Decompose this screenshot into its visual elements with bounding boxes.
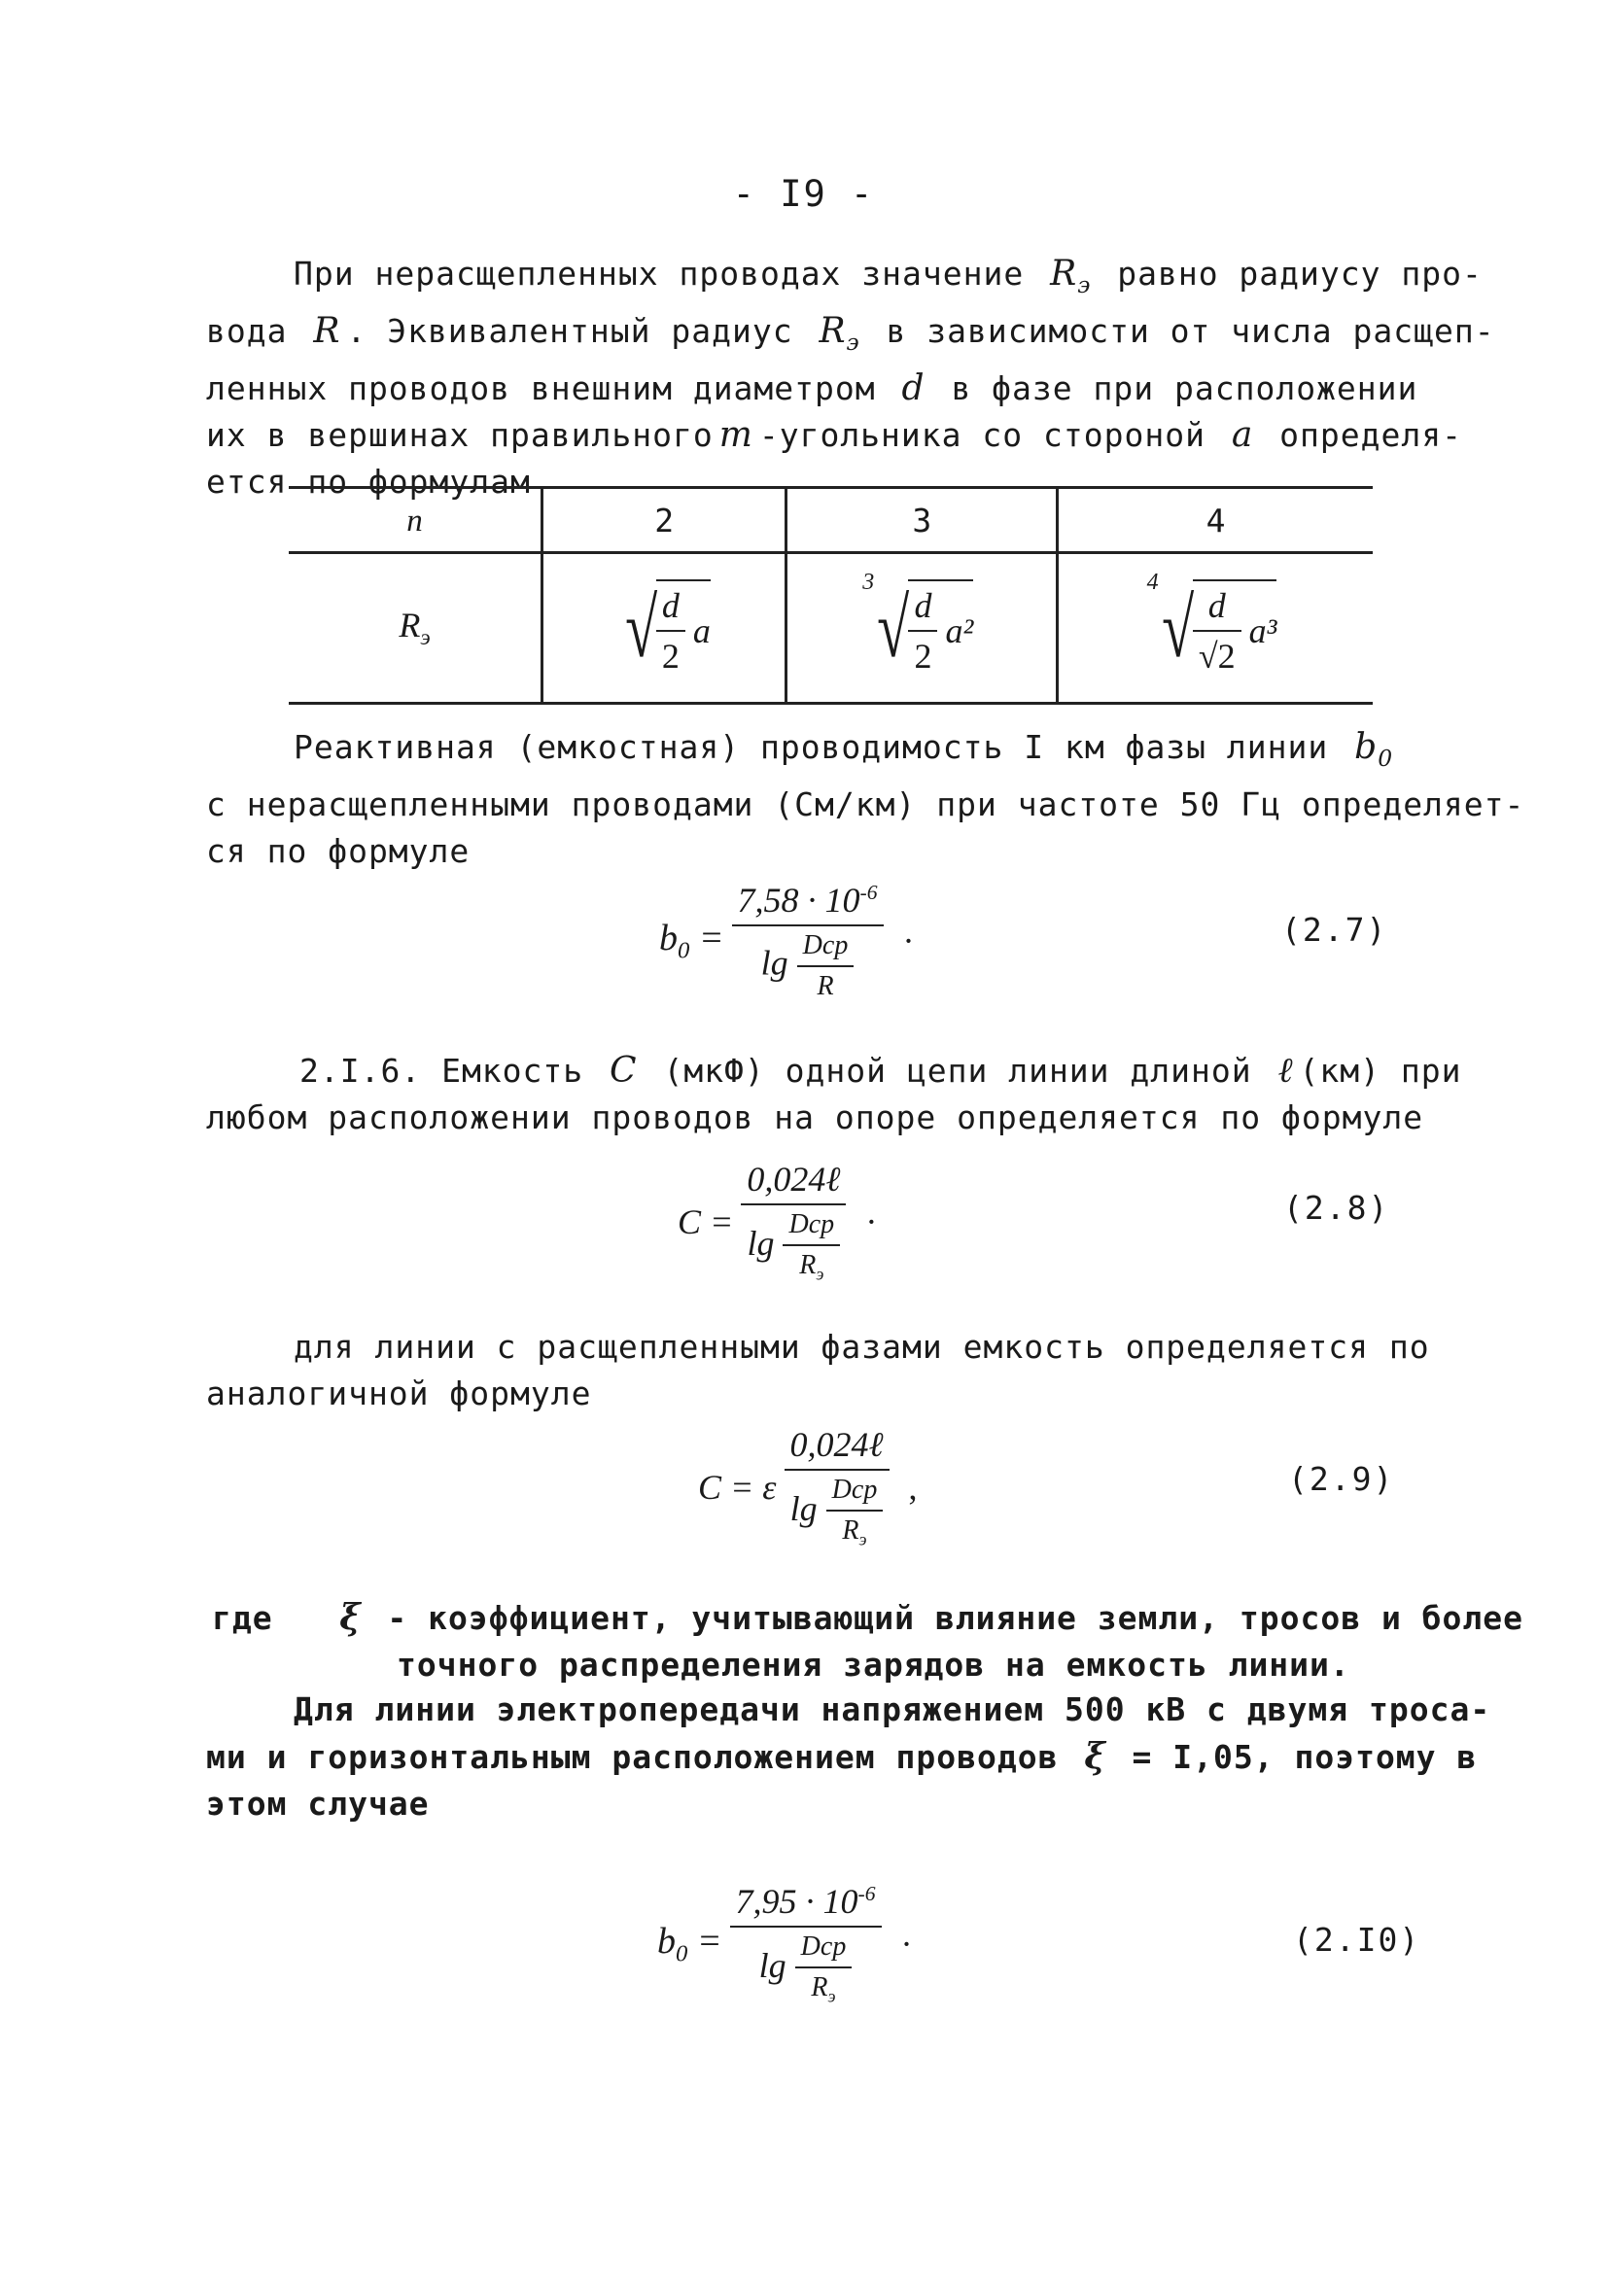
500kv-paragraph — [206, 1687, 1491, 1827]
intro-line-5: ется по формулам — [206, 463, 531, 502]
p2-line-3: ся по формуле — [206, 832, 471, 871]
p2-line-1: Реактивная (емкостная) проводимость I км фазы линии $b_0$ — [294, 727, 1394, 773]
page-number: - I9 - — [732, 173, 875, 215]
p3-line-1: 2.I.6. Емкость C (мкФ) одной цепи линии длиной ℓ (км) при — [299, 1051, 1462, 1091]
intro-line-4: их в вершинах правильного m -угольника со стороной a определя- — [206, 415, 1462, 456]
p5-line-2: ми и горизонтальным расположением проводов ξ = I,05, поэтому в — [206, 1736, 1478, 1777]
p4-line-1: для линии с расщепленными фазами емкость определяется по — [294, 1328, 1430, 1366]
header-cell-n: n — [289, 488, 542, 553]
where-clause — [212, 1594, 1524, 1688]
equation-number-2-9: (2.9) — [1288, 1460, 1395, 1498]
split-phase-paragraph — [206, 1324, 1430, 1417]
capacitance-paragraph — [206, 1048, 1462, 1141]
header-cell-3: 3 — [786, 488, 1058, 553]
header-cell-2: 2 — [542, 488, 786, 553]
equation-number-2-10: (2.I0) — [1293, 1921, 1421, 1959]
where-line-2: точного распределения зарядов на емкость линии. — [397, 1646, 1350, 1684]
p4-line-2: аналогичной формуле — [206, 1374, 592, 1412]
header-cell-4: 4 — [1058, 488, 1373, 553]
p3-line-2: любом расположении проводов на опоре определяется по формуле — [206, 1098, 1424, 1136]
equation-2-9: C = ε 0,024ℓ lg $\frac{\text{Dср}}{R_э}$ , — [698, 1425, 918, 1549]
equation-2-7: $b_0$ = $7,58 \cdot 10^{-6}$ lg $\frac{\text{Dср}}{R}$ · — [659, 881, 915, 1001]
where-line-1: где ξ - коэффициент, учитывающий влияние земли, тросов и более — [212, 1597, 1524, 1638]
table-header-row — [289, 488, 1373, 553]
p5-line-1: Для линии электропередачи напряжением 500 кВ с двумя троса- — [294, 1690, 1491, 1728]
intro-line-1: При нерасщепленных проводах значение $R_э$ равно радиусу про- — [294, 254, 1483, 299]
p2-line-2: с нерасщепленными проводами (См/км) при частоте 50 Гц определяет- — [206, 785, 1525, 824]
equation-2-8: C = 0,024ℓ lg $\frac{\text{Dср}}{R_э}$ · — [678, 1160, 878, 1284]
intro-line-2: вода R . Эквивалентный радиус $R_э$ в зависимости от числа расщеп- — [206, 311, 1495, 357]
intro-line-3: ленных проводов внешним диаметром d в фазе при расположении — [206, 368, 1418, 409]
intro-paragraph — [206, 251, 1495, 505]
table-formula-row — [289, 553, 1373, 704]
equation-2-10: $b_0$ = $7,95 \cdot 10^{-6}$ lg $\frac{\text{Dср}}{R_э}$ · — [657, 1882, 913, 2006]
formula-cell-4: 4 √ $\frac{d}{√2}$ a³ — [1058, 553, 1373, 704]
p5-line-3: этом случае — [206, 1785, 430, 1823]
reactive-conductance-paragraph — [206, 724, 1525, 875]
equation-number-2-7: (2.7) — [1281, 911, 1388, 949]
equation-number-2-8: (2.8) — [1283, 1189, 1390, 1227]
formula-cell-2: √ $\frac{d}{2}$ a — [542, 553, 786, 704]
equivalent-radius-table — [289, 486, 1373, 705]
row-label: $R_э$ — [289, 553, 542, 704]
formula-cell-3: 3 √ $\frac{d}{2}$ a² — [786, 553, 1058, 704]
